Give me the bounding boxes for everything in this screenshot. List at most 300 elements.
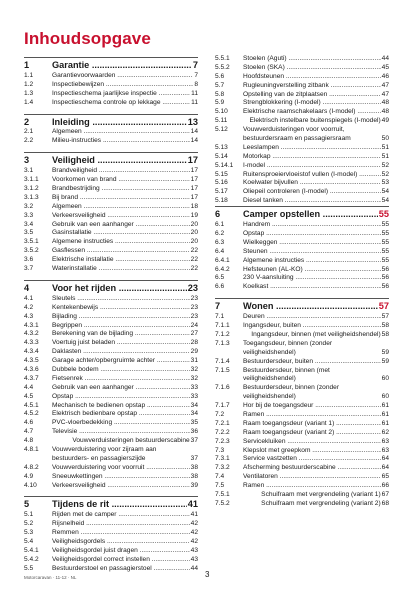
toc-entry-number: 3.6 [24, 256, 34, 264]
toc-entry[interactable] [24, 247, 198, 256]
toc-entry[interactable] [215, 274, 389, 283]
toc-entry-label: Algemene instructies ..... [243, 257, 381, 266]
toc-entry-page: 65 [381, 473, 389, 481]
toc-entry-page: 63 [381, 446, 389, 454]
toc-entry-label: Inspectieschema controle op lekkage ..... [52, 99, 190, 108]
toc-entry-page: 62 [381, 428, 389, 436]
toc-entry[interactable] [24, 565, 198, 574]
toc-entry-page: 58 [381, 322, 389, 330]
toc-entry-label: Voorkomen van brand ..... [52, 176, 190, 185]
toc-entry-label: Stoelen (SKA) ..... [243, 64, 381, 73]
toc-entry-label: Hefsteunen (AL-KO) ..... [243, 266, 381, 275]
toc-entry[interactable] [24, 229, 198, 238]
toc-entry-page: 58 [381, 330, 389, 338]
toc-entry-label: Verkeersveiligheid ..... [52, 212, 190, 221]
toc-entry-number: 6.4.1 [215, 256, 230, 264]
toc-entry[interactable] [24, 99, 198, 108]
toc-entry-number: 7.2.3 [215, 437, 230, 445]
toc-entry[interactable] [24, 137, 198, 146]
toc-entry-page: 43 [190, 555, 198, 563]
toc-entry-number: 5.14 [215, 152, 228, 160]
toc-entry-number: 4.3.2 [24, 330, 39, 338]
toc-entry[interactable] [24, 357, 198, 366]
toc-entry-number: 7.1.6 [215, 384, 230, 392]
toc-entry[interactable] [24, 393, 198, 402]
toc-entry[interactable] [215, 99, 389, 108]
toc-entry-label: Gasflessen ..... [52, 247, 190, 256]
toc-entry-label: Bijlading ..... [52, 313, 190, 322]
toc-section-heading[interactable] [24, 496, 198, 511]
toc-entry[interactable] [24, 304, 198, 313]
toc-entry-page: 59 [381, 348, 389, 356]
toc-entry-number: 5.16 [215, 179, 228, 187]
toc-entry-label: Schuifraam met vergrendeling (variant 1) [261, 490, 381, 498]
toc-entry[interactable] [24, 339, 198, 348]
toc-entry-label: Elektrische installatie ..... [52, 256, 190, 265]
toc-entry-number: 4.5 [24, 392, 34, 400]
toc-entry-number: 4.3.6 [24, 365, 39, 373]
toc-entry-label: Garantie ..... [52, 60, 192, 72]
toc-entry-label: Elektrische raamschakelaars (I-model) ..... [243, 108, 381, 117]
toc-entry[interactable] [24, 185, 198, 194]
toc-entry[interactable] [215, 188, 389, 197]
toc-entry-label: Algemeen ..... [52, 203, 190, 212]
toc-entry-number: 4.5.2 [24, 410, 39, 418]
toc-section-heading[interactable] [24, 57, 198, 72]
toc-entry-label: Hoofdsteunen ..... [243, 73, 381, 82]
toc-entry-page: 63 [381, 437, 389, 445]
toc-entry-number: 3.5 [24, 229, 34, 237]
toc-entry[interactable] [24, 203, 198, 212]
toc-entry[interactable] [215, 402, 389, 411]
toc-entry-number: 2.1 [24, 128, 34, 136]
toc-entry-page: 24 [190, 321, 198, 329]
toc-entry-label: Oliepeil controleren (I-model) ..... [243, 188, 381, 197]
toc-entry-page: 33 [190, 392, 198, 400]
toc-entry-page: 48 [381, 108, 389, 116]
toc-entry-page: 39 [190, 481, 198, 489]
toc-entry-label: Klepslot met greepkom ..... [243, 447, 381, 456]
toc-entry[interactable] [24, 128, 198, 137]
toc-entry-page: 11 [191, 89, 198, 97]
toc-entry-label: Bij brand ..... [52, 194, 190, 203]
toc-entry[interactable] [215, 384, 389, 402]
toc-entry-number: 3.2 [24, 202, 34, 210]
toc-entry-number: 2.2 [24, 137, 34, 145]
toc-entry-number: 3.1 [24, 167, 34, 175]
toc-entry-page: 44 [190, 564, 198, 572]
toc-entry-number: 3 [24, 155, 30, 166]
toc-entry-page: 38 [190, 463, 198, 471]
toc-entry[interactable] [24, 330, 198, 339]
toc-entry-number: 6.3 [215, 238, 225, 246]
toc-entry[interactable] [215, 197, 389, 206]
toc-entry-number: 5.7 [215, 81, 225, 89]
toc-entry-page: 7 [194, 71, 198, 79]
toc-entry-number: 2 [24, 116, 30, 127]
toc-column-left [24, 57, 198, 574]
toc-entry-label: Rugleuningverstelling zitbank ..... [243, 82, 381, 91]
toc-entry-number: 3.3 [24, 211, 34, 219]
toc-entry-page: 46 [381, 72, 389, 80]
toc-entry[interactable] [24, 529, 198, 538]
toc-entry-label: Dubbele bodem ..... [52, 366, 190, 375]
toc-entry-number: 3.5.1 [24, 238, 39, 246]
toc-entry[interactable] [215, 230, 389, 239]
toc-entry-page: 60 [381, 393, 389, 401]
toc-entry[interactable] [24, 428, 198, 437]
toc-entry-page: 8 [194, 80, 198, 88]
toc-entry-label: Servicekluiken ..... [243, 438, 381, 447]
page-title: Inhoudsopgave [24, 29, 151, 48]
toc-entry[interactable] [24, 402, 198, 411]
toc-entry-page: 37 [190, 437, 198, 445]
toc-entry-number: 5.5 [24, 564, 34, 572]
toc-entry-page: 59 [381, 357, 389, 365]
toc-entry-label: Afscherming bestuurderscabine ..... [243, 464, 381, 473]
toc-entry-label: Vouwverduistering voor zijraam aan bestuurders- en passagierszijde [52, 445, 157, 462]
toc-entry-number: 7.4 [215, 473, 225, 481]
toc-entry[interactable] [24, 194, 198, 203]
toc-entry[interactable] [24, 238, 198, 247]
toc-entry[interactable] [215, 248, 389, 257]
toc-entry[interactable] [24, 446, 198, 464]
toc-entry-label: Tijdens de rit ..... [52, 499, 187, 511]
toc-entry[interactable] [24, 547, 198, 556]
toc-entry-number: 7.1.7 [215, 402, 230, 410]
toc-entry[interactable] [24, 348, 198, 357]
toc-entry-page: 55 [381, 256, 389, 264]
toc-entry-label: Begrippen ..... [52, 322, 190, 331]
toc-entry-label: Bestuurdersdeur, binnen (met veiligheidshendel) [243, 366, 330, 383]
toc-entry-number: 4.3.4 [24, 348, 39, 356]
toc-entry-number: 4.6 [24, 419, 34, 427]
toc-entry-number: 4.9 [24, 472, 34, 480]
toc-entry-page: 61 [381, 419, 389, 427]
toc-entry-page: 20 [190, 238, 198, 246]
toc-entry-page: 18 [190, 202, 198, 210]
toc-entry[interactable] [215, 367, 389, 385]
toc-entry[interactable] [215, 126, 389, 144]
toc-entry-number: 6.4 [215, 247, 225, 255]
toc-section-heading[interactable] [24, 114, 198, 129]
toc-entry-label: 230 V-aansluiting ..... [243, 274, 381, 283]
toc-entry-label: Daklasten ..... [52, 348, 190, 357]
toc-entry[interactable] [24, 511, 198, 520]
toc-entry[interactable] [215, 82, 389, 91]
toc-entry-label: Elektrisch instelbare buitenspiegels (I-model) [249, 117, 381, 125]
toc-entry-page: 42 [190, 538, 198, 546]
toc-entry-page: 17 [190, 176, 198, 184]
toc-entry-number: 6.5 [215, 274, 225, 282]
toc-entry[interactable] [215, 358, 389, 367]
toc-entry-number: 5.4.1 [24, 546, 39, 554]
toc-entry-number: 4.2 [24, 303, 34, 311]
toc-entry[interactable] [215, 73, 389, 82]
toc-entry-number: 7.2.2 [215, 428, 230, 436]
toc-section-heading[interactable] [215, 298, 389, 313]
toc-entry[interactable] [215, 331, 389, 340]
toc-entry-page: 54 [381, 188, 389, 196]
toc-entry[interactable] [215, 473, 389, 482]
toc-entry[interactable] [215, 429, 389, 438]
toc-entry[interactable] [215, 266, 389, 275]
toc-entry-page: 37 [190, 454, 198, 462]
toc-entry[interactable] [24, 384, 198, 393]
toc-entry-number: 4.3 [24, 312, 34, 320]
toc-entry[interactable] [215, 171, 389, 180]
toc-entry-label: Diesel tanken ..... [243, 197, 381, 206]
toc-entry-label: Brandveiligheid ..... [52, 167, 190, 176]
toc-entry[interactable] [24, 176, 198, 185]
toc-entry-label: Waterinstallatie ..... [52, 265, 190, 274]
toc-entry-number: 5.5.2 [215, 63, 230, 71]
toc-entry[interactable] [24, 81, 198, 90]
toc-entry-page: 33 [190, 383, 198, 391]
toc-entry[interactable] [24, 419, 198, 428]
toc-entry-number: 5.14.1 [215, 161, 234, 169]
toc-entry-label: PVC-vloerbedekking ..... [52, 419, 190, 428]
toc-entry-page: 47 [381, 81, 389, 89]
toc-entry-page: 49 [381, 117, 389, 125]
toc-entry[interactable] [24, 464, 198, 473]
toc-entry-page: 11 [191, 98, 198, 106]
toc-entry[interactable] [24, 482, 198, 491]
toc-entry[interactable] [215, 153, 389, 162]
toc-entry-label: Inspectieschema jaarlijkse inspectie ..... [52, 90, 190, 99]
toc-entry-label: Kentekenbewijs ..... [52, 304, 190, 313]
toc-entry-number: 3.5.2 [24, 247, 39, 255]
toc-entry-page: 42 [190, 520, 198, 528]
toc-entry-page: 50 [381, 135, 389, 143]
toc-entry-label: Sneeuwkettingen ..... [52, 473, 190, 482]
toc-entry[interactable] [215, 64, 389, 73]
toc-entry-page: 22 [190, 265, 198, 272]
toc-entry[interactable] [215, 464, 389, 473]
toc-entry-label: Brandbestrijding ..... [52, 185, 190, 194]
toc-entry-number: 4.1 [24, 294, 34, 302]
toc-entry-number: 5 [24, 499, 30, 510]
toc-section-heading[interactable] [24, 280, 198, 295]
toc-entry-label: Strengblokkering (I-model) ..... [243, 99, 381, 108]
toc-entry-label: Inleiding ..... [52, 117, 187, 129]
page-number: 3 [205, 570, 210, 579]
toc-entry[interactable] [24, 313, 198, 322]
toc-entry-label: Wonen ..... [243, 301, 378, 313]
toc-entry-label: Remmen ..... [52, 529, 190, 538]
toc-entry-page: 14 [190, 137, 198, 145]
toc-entry-page: 23 [190, 294, 198, 302]
toc-entry[interactable] [24, 473, 198, 482]
toc-entry-page: 52 [381, 170, 389, 178]
toc-entry-page: 47 [381, 90, 389, 98]
toc-entry[interactable] [215, 411, 389, 420]
toc-entry-label: Ramen ..... [243, 411, 381, 420]
toc-entry-label: Ventilatoren ..... [243, 473, 381, 482]
toc-entry[interactable] [215, 91, 389, 100]
toc-entry-number: 7.2.1 [215, 419, 230, 427]
toc-entry[interactable] [215, 340, 389, 358]
toc-entry-page: 28 [190, 339, 198, 347]
toc-entry-page: 55 [381, 229, 389, 237]
toc-entry-label: Toegangsdeur, binnen (zonder veiligheidshendel) [243, 339, 333, 356]
footer-code: Motorcaravan · 11-12 · NL [24, 575, 77, 580]
toc-entry-number: 5.2 [24, 520, 34, 528]
toc-entry-number: 7.1.1 [215, 322, 230, 330]
toc-entry-number: 4.8 [24, 437, 34, 445]
toc-entry[interactable] [24, 538, 198, 547]
toc-entry[interactable] [24, 410, 198, 419]
toc-entry[interactable] [215, 420, 389, 429]
toc-entry-number: 4.8.2 [24, 463, 39, 471]
toc-entry-number: 7.5.2 [215, 499, 230, 507]
toc-entry-label: Sleutels ..... [52, 295, 190, 304]
toc-entry-page: 38 [190, 472, 198, 480]
toc-entry-page: 64 [381, 464, 389, 472]
toc-entry-page: 57 [378, 301, 389, 312]
toc-entry-number: 7.5.1 [215, 490, 230, 498]
toc-entry-number: 5.10 [215, 108, 228, 116]
toc-entry-number: 5.12 [215, 126, 228, 134]
toc-section-heading[interactable] [215, 206, 389, 221]
toc-entry-label: Raam toegangsdeur (variant 1) ..... [243, 420, 381, 429]
toc-entry-page: 17 [190, 184, 198, 192]
toc-entry-number: 5.18 [215, 197, 228, 205]
toc-entry-label: Koelwater bijvullen ..... [243, 179, 381, 188]
toc-entry[interactable] [215, 257, 389, 266]
toc-entry[interactable] [24, 437, 198, 446]
toc-entry-page: 51 [381, 152, 389, 160]
toc-entry[interactable] [24, 375, 198, 384]
toc-entry-label: Ramen ..... [243, 482, 381, 491]
toc-entry-page: 68 [381, 499, 389, 507]
toc-entry-page: 31 [190, 357, 198, 365]
toc-entry[interactable] [24, 72, 198, 81]
toc-entry-label: Veiligheidsgordel correct instellen ..... [52, 556, 190, 565]
toc-entry[interactable] [215, 283, 389, 292]
toc-entry-number: 7 [215, 301, 221, 312]
toc-entry-number: 7.1.5 [215, 366, 230, 374]
toc-entry-label: Opstap ..... [52, 393, 190, 402]
toc-entry-page: 23 [187, 282, 198, 293]
toc-entry-number: 6 [215, 209, 221, 220]
toc-entry-number: 7.1 [215, 313, 225, 321]
toc-entry-number: 3.1.1 [24, 176, 39, 184]
toc-entry[interactable] [24, 265, 198, 274]
toc-entry[interactable] [215, 117, 389, 126]
toc-entry-number: 4.7 [24, 428, 34, 436]
toc-entry-number: 5.4.2 [24, 555, 39, 563]
toc-entry[interactable] [24, 90, 198, 99]
toc-entry-page: 27 [190, 330, 198, 338]
toc-entry-page: 56 [381, 283, 389, 291]
toc-entry-number: 3.1.3 [24, 193, 39, 201]
toc-entry-page: 52 [381, 161, 389, 169]
toc-entry[interactable] [24, 295, 198, 304]
toc-entry-number: 5.6 [215, 72, 225, 80]
toc-entry-page: 61 [381, 410, 389, 418]
toc-entry[interactable] [215, 482, 389, 491]
toc-entry-page: 23 [190, 303, 198, 311]
toc-entry-number: 7.3.1 [215, 455, 230, 463]
toc-entry-number: 4.3.3 [24, 339, 39, 347]
toc-entry-page: 32 [190, 374, 198, 382]
toc-entry-label: Veiligheid ..... [52, 155, 187, 167]
toc-entry[interactable] [215, 322, 389, 331]
toc-entry-label: Deuren ..... [243, 313, 381, 322]
toc-entry[interactable] [24, 322, 198, 331]
toc-entry-label: Wielkeggen ..... [243, 239, 381, 248]
toc-entry-number: 4.8.1 [24, 445, 39, 453]
toc-entry[interactable] [24, 221, 198, 230]
toc-entry[interactable] [24, 167, 198, 176]
toc-section-heading[interactable] [24, 152, 198, 167]
toc-entry-label: Bestuurdersdeur, buiten ..... [243, 358, 381, 367]
toc-entry[interactable] [215, 438, 389, 447]
toc-entry-number: 5.4 [24, 538, 34, 546]
toc-entry-number: 5.15 [215, 170, 228, 178]
toc-entry-number: 7.1.2 [215, 330, 230, 338]
toc-entry-number: 7.1.4 [215, 357, 230, 365]
toc-entry-page: 17 [187, 155, 198, 166]
toc-entry-page: 60 [381, 375, 389, 383]
toc-entry-page: 66 [381, 482, 389, 490]
toc-entry[interactable] [24, 520, 198, 529]
toc-entry[interactable] [24, 366, 198, 375]
toc-entry-page: 56 [381, 274, 389, 282]
toc-entry-number: 5.13 [215, 143, 228, 151]
toc-entry-page: 20 [190, 229, 198, 237]
toc-entry-page: 13 [187, 116, 198, 127]
toc-entry-number: 4.5.1 [24, 401, 39, 409]
toc-entry-label: Steunen ..... [243, 248, 381, 257]
toc-entry[interactable] [24, 212, 198, 221]
toc-entry-label: Hor bij de toegangsdeur ..... [243, 402, 381, 411]
toc-entry[interactable] [215, 500, 389, 509]
toc-entry-label: Schuifraam met vergrendeling (variant 2) [261, 499, 381, 507]
toc-entry-number: 5.11 [215, 117, 228, 125]
toc-entry-label: Bestuurderstoel en passagierstoel ..... [52, 565, 190, 574]
toc-entry[interactable] [215, 55, 389, 64]
toc-entry-label: I-model ..... [243, 162, 381, 171]
toc-entry-label: Ingangsdeur, buiten ..... [243, 322, 381, 331]
toc-entry-label: Rijden met de camper ..... [52, 511, 190, 520]
toc-entry-label: Mechanisch te bedienen opstap ..... [52, 402, 190, 411]
toc-entry-page: 41 [190, 511, 198, 519]
toc-entry[interactable] [215, 313, 389, 322]
toc-entry[interactable] [215, 144, 389, 153]
toc-entry[interactable] [215, 221, 389, 230]
toc-entry[interactable] [215, 162, 389, 171]
toc-entry[interactable] [24, 556, 198, 565]
toc-entry-page: 55 [381, 247, 389, 255]
toc-entry[interactable] [215, 447, 389, 456]
toc-entry[interactable] [24, 256, 198, 265]
toc-entry[interactable] [215, 455, 389, 464]
toc-entry[interactable] [215, 239, 389, 248]
toc-entry-label: Milieu-instructies ..... [52, 137, 190, 146]
toc-entry-label: Gasinstallatie ..... [52, 229, 190, 238]
toc-entry-page: 17 [190, 167, 198, 175]
toc-entry-number: 1.3 [24, 89, 34, 97]
toc-entry[interactable] [215, 179, 389, 188]
toc-entry[interactable] [215, 108, 389, 117]
toc-entry-number: 3.1.2 [24, 184, 39, 192]
toc-entry-page: 42 [190, 529, 198, 537]
toc-entry-label: Leeslampen ..... [243, 144, 381, 153]
toc-entry[interactable] [215, 491, 389, 500]
toc-entry-number: 3.7 [24, 265, 34, 272]
